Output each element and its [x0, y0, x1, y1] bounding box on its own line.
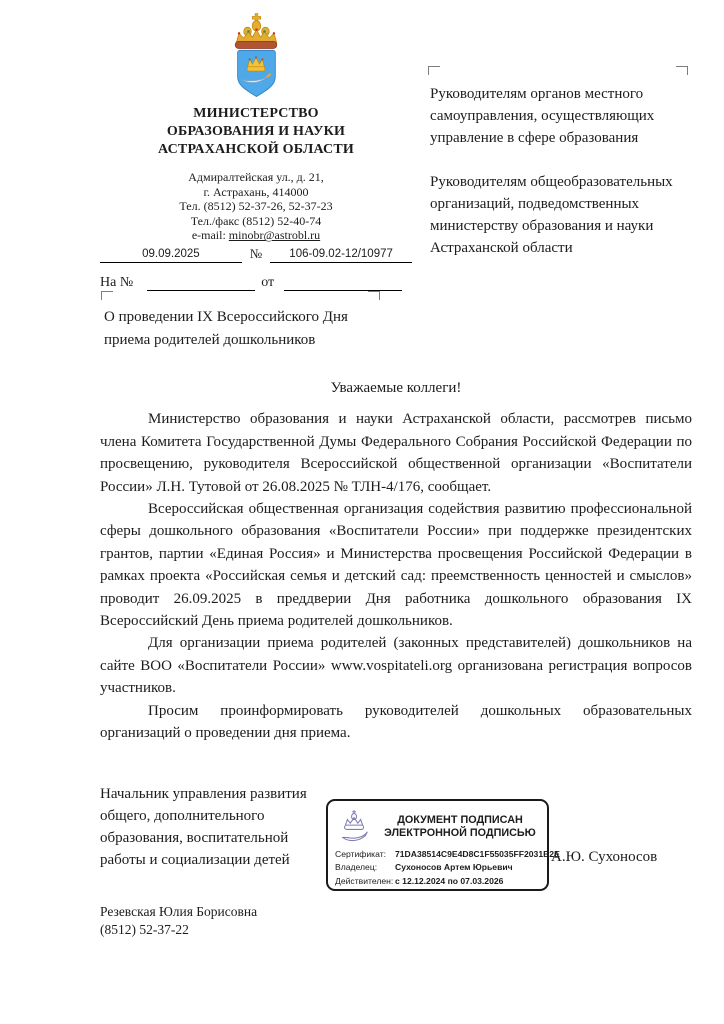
body-paragraph: Всероссийская общественная организация содействия развитию профессиональной сферы дошкольного образования «Воспитатели России» при поддержке президентских грантов, партии «Единая Россия» и Министерства просвещения Российской Федерации в рамках проекта «Российская семья и детский сад: преемственность ценностей и смыслов» проводит 26.09.2025 в преддверии Дня работника дошкольного образования IX Всероссийский День приема родителей дошкольников. [100, 501, 692, 630]
corner-mark [676, 66, 688, 75]
stamp-crown-band [345, 825, 364, 829]
coat-of-arms [223, 12, 289, 100]
address-line: Тел. (8512) 52-37-26, 52-37-23 [179, 199, 333, 214]
stamp-owner-row [335, 861, 543, 874]
signer-title [100, 783, 362, 871]
reply-reference-row [100, 275, 412, 291]
ministry-name-line: АСТРАХАНСКОЙ ОБЛАСТИ [157, 142, 354, 157]
reply-from-label: от [261, 274, 275, 290]
signer-title-line: образования, воспитательной [100, 830, 289, 846]
stamp-crown-points [346, 818, 363, 826]
stamp-validity-row [335, 875, 543, 888]
crown-gem [247, 30, 249, 32]
inner-crown-gem [249, 58, 251, 60]
body-paragraph: Просим проинформировать руководителей дошкольных образовательных организаций о проведении дня приема. [100, 702, 692, 742]
letter-body [100, 377, 692, 745]
email-label: e-mail: [191, 228, 229, 243]
stamp-title-line: ЭЛЕКТРОННОЙ ПОДПИСЬЮ [384, 827, 536, 839]
executor-name: Резевская Юлия Борисовна [100, 904, 258, 919]
executor-contact [100, 903, 257, 938]
inner-crown-base [247, 67, 265, 71]
address-line: Тел./факс (8512) 52-40-74 [190, 213, 322, 228]
stamp-certificate-row [335, 848, 560, 861]
validity-label: Действителен: [335, 875, 394, 886]
ministry-name-line: МИНИСТЕРСТВО [193, 106, 319, 121]
letter-number: 106-09.02-12/10977 [270, 248, 412, 263]
number-sign: № [249, 245, 263, 261]
recipient-text [430, 83, 706, 259]
email-line [100, 228, 412, 243]
recipient-group-2: Руководителям общеобразовательных организаций, подведомственных министерству образования и науки Астраханской области [430, 174, 673, 256]
corner-mark [101, 291, 113, 300]
stamp-title-line: ДОКУМЕНТ ПОДПИСАН [397, 814, 523, 826]
crown-gem [255, 28, 257, 30]
letterhead [100, 12, 412, 291]
stamp-coat-of-arms-icon [337, 809, 373, 847]
stamp-crown-dome [352, 814, 357, 820]
crown-gem [238, 32, 240, 34]
salutation: Уважаемые коллеги! [330, 380, 462, 396]
stamp-title [380, 814, 540, 840]
subject-block [104, 291, 390, 351]
certificate-value: 71DA38514C9E4D8C1F55035FF2031B2E [395, 849, 560, 859]
reply-date-blank [284, 275, 402, 291]
address-line: Адмиралтейская ул., д. 21, [188, 170, 324, 184]
owner-label: Владелец: [335, 862, 378, 873]
reply-ref-label: На № [100, 274, 134, 290]
recipient-block [430, 66, 706, 281]
letter-date: 09.09.2025 [100, 248, 242, 263]
date-number-row [100, 246, 412, 263]
inner-crown-gem [261, 58, 263, 60]
address-block [100, 170, 412, 243]
reply-ref-blank [147, 275, 255, 291]
signer-title-line: Начальник управления развития [100, 786, 307, 802]
address-line: г. Астрахань, 414000 [203, 184, 309, 199]
body-paragraph: Министерство образования и науки Астраханской области, рассмотрев письмо члена Комитета Государственной Думы Федерального Собрания Российской Федерации по просвещению, руководителя Всероссийской общественной организации «Воспитатели России» Л.Н. Тутовой от 26.08.2025 № ТЛН-4/176, сообщает. [100, 411, 692, 495]
recipient-group-1: Руководителям органов местного самоуправления, осуществляющих управление в сфере образования [430, 86, 655, 146]
ministry-name [100, 105, 412, 159]
ministry-name-line: ОБРАЗОВАНИЯ И НАУКИ [166, 124, 346, 139]
subject-text: О проведении IX Всероссийского Дня приема родителей дошкольников [104, 309, 348, 348]
crown-gem [273, 32, 275, 34]
inner-crown-gem [255, 56, 257, 58]
digital-signature-stamp [326, 799, 560, 891]
crown-band [235, 41, 276, 48]
executor-phone: (8512) 52-37-22 [100, 921, 189, 937]
owner-value: Сухоносов Артем Юрьевич [395, 862, 513, 873]
signer-title-line: общего, дополнительного [100, 808, 265, 824]
signer-name: А.Ю. Сухоносов [551, 849, 658, 865]
stamp-sabre [343, 832, 368, 841]
crown-points [236, 30, 277, 43]
body-paragraph: Для организации приема родителей (законных представителей) дошкольников на сайте ВОО «Воспитатели России» www.vospitateli.org организована регистрация вопросов участников. [100, 635, 692, 697]
signer-title-line: работы и социализации детей [100, 852, 290, 868]
certificate-label: Сертификат: [335, 849, 387, 859]
stamp-fields [335, 848, 560, 888]
crown-gem [263, 30, 265, 32]
validity-value: с 12.12.2024 по 07.03.2026 [395, 875, 504, 886]
corner-mark [368, 291, 380, 300]
email-link[interactable]: minobr@astrobl.ru [228, 228, 321, 243]
corner-mark [428, 66, 440, 75]
